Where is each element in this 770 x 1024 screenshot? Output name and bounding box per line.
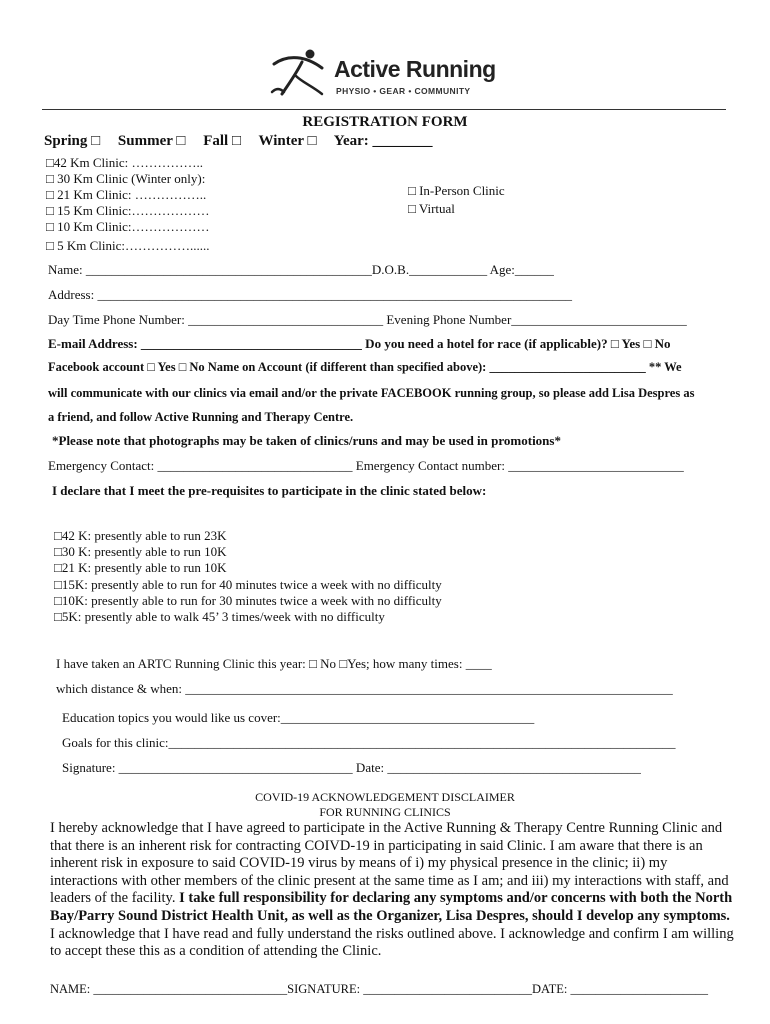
prereq-30k-checkbox[interactable]: □30 K: presently able to run 10K — [54, 544, 227, 559]
clinic-option-15k[interactable]: □ 15 Km Clinic:……………… — [46, 203, 210, 218]
logo-tagline: PHYSIO • GEAR • COMMUNITY — [336, 86, 471, 96]
form-title: REGISTRATION FORM — [302, 114, 468, 130]
name-dob-age-line[interactable]: Name: ____________________________________________D.O.B.____________ Age:______ — [48, 262, 554, 277]
distance-line[interactable]: which distance & when: ___________________________________________________________________________ — [56, 681, 673, 696]
clinic-option-10k[interactable]: □ 10 Km Clinic:……………… — [46, 219, 210, 234]
covid-subheading: FOR RUNNING CLINICS — [319, 805, 451, 819]
covid-disclaimer-paragraph — [50, 820, 734, 961]
footer-name-signature-date[interactable]: NAME: _______________________________SIGNATURE: ___________________________DATE: ______________________ — [50, 982, 708, 996]
clinic-option-42k[interactable]: □42 Km Clinic: …………….. — [46, 155, 203, 170]
format-in-person-checkbox[interactable]: □ In-Person Clinic — [408, 183, 505, 198]
covid-heading: COVID-19 ACKNOWLEDGEMENT DISCLAIMER — [255, 790, 515, 804]
signature-date-line[interactable]: Signature: ____________________________________ Date: _______________________________________ — [62, 760, 641, 775]
season-winter-checkbox[interactable]: Winter □ — [258, 133, 317, 149]
clinic-option-21k[interactable]: □ 21 Km Clinic: …………….. — [46, 187, 207, 202]
season-summer-checkbox[interactable]: Summer □ — [117, 133, 186, 149]
prereq-21k-checkbox[interactable]: □21 K: presently able to run 10K — [54, 560, 227, 575]
disclaimer-bold-text: I take full responsibility for declaring any symptoms and/or concerns with both the North Bay/Parry Sound District Health Unit, as well as the Organizer, Lisa Despres, should I develop any symptoms. — [50, 890, 733, 924]
education-topics-line[interactable]: Education topics you would like us cover:_______________________________________ — [62, 710, 535, 725]
disclaimer-text-1: I hereby acknowledge that I have agreed to participate in the Active Running & Therapy Centre Running Clinic and that there is an inherent risk for contracting COIVD-19 in participating in said Clinic. I am aware that there is an inherent risk in exposure to said COVID-19 virus by means of i) my physical presence in the clinic; ii) my interactions with other members of the clinic present at the same time as I am; and iii) my interactions with staff, and leaders of the facility. — [50, 820, 729, 907]
facebook-line[interactable]: Facebook account □ Yes □ No Name on Account (if different than specified above): _________________________ ** We — [48, 360, 682, 374]
emergency-contact-line[interactable]: Emergency Contact: ______________________________ Emergency Contact number: ___________________________ — [48, 458, 684, 473]
logo-brand: Active Running — [334, 56, 496, 82]
prerequisite-declaration: I declare that I meet the pre-requisites to participate in the clinic stated below: — [52, 483, 487, 498]
runner-icon — [266, 48, 330, 100]
phone-line[interactable]: Day Time Phone Number: ______________________________ Evening Phone Number___________________________ — [48, 312, 687, 327]
disclaimer-text-2: I acknowledge that I have read and fully understand the risks outlined above. I acknowledge and confirm I am willing to accept these this as a condition of attending the Clinic. — [50, 925, 734, 960]
year-field[interactable]: Year: ________ — [333, 133, 433, 149]
goals-line[interactable]: Goals for this clinic:______________________________________________________________________________ — [62, 735, 676, 750]
photo-note: *Please note that photographs may be taken of clinics/runs and may be used in promotions* — [52, 433, 561, 448]
communication-note: will communicate with our clinics via email and/or the private FACEBOOK running group, so please add Lisa Despres as — [48, 386, 695, 400]
clinic-option-30k[interactable]: □ 30 Km Clinic (Winter only): — [46, 171, 206, 186]
prereq-5k-checkbox[interactable]: □5K: presently able to walk 45’ 3 times/week with no difficulty — [54, 609, 385, 624]
season-fall-checkbox[interactable]: Fall □ — [203, 133, 242, 149]
format-virtual-checkbox[interactable]: □ Virtual — [408, 201, 455, 216]
follow-note: a friend, and follow Active Running and Therapy Centre. — [48, 410, 354, 424]
active-running-logo — [266, 48, 506, 100]
clinic-option-5k[interactable]: □ 5 Km Clinic:……………...... — [46, 238, 210, 253]
address-line[interactable]: Address: _________________________________________________________________________ — [48, 287, 572, 302]
season-spring-checkbox[interactable]: Spring □ — [44, 133, 101, 149]
email-hotel-line[interactable]: E-mail Address: __________________________________ Do you need a hotel for race (if applicable)? □ Yes □ No — [48, 336, 671, 351]
previous-clinic-line[interactable]: I have taken an ARTC Running Clinic this year: □ No □Yes; how many times: ____ — [56, 656, 492, 671]
prereq-10k-checkbox[interactable]: □10K: presently able to run for 30 minutes twice a week with no difficulty — [54, 593, 442, 608]
header-divider — [42, 109, 726, 110]
prereq-15k-checkbox[interactable]: □15K: presently able to run for 40 minutes twice a week with no difficulty — [54, 577, 442, 592]
season-row — [44, 133, 447, 150]
prereq-42k-checkbox[interactable]: □42 K: presently able to run 23K — [54, 528, 227, 543]
